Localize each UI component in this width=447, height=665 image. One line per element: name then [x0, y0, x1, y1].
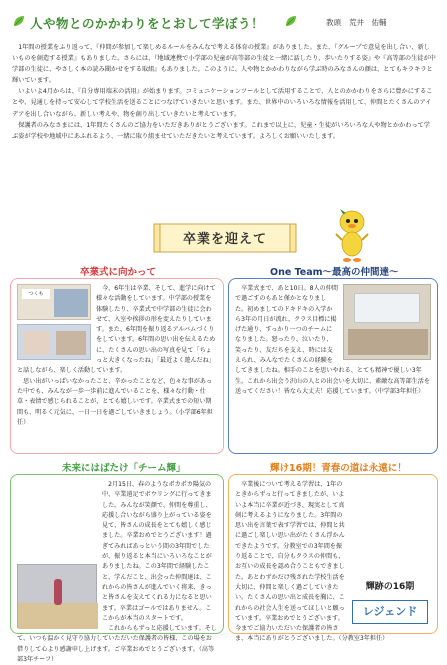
section-title-high-b: 輝け16期！青春の道は永遠に！ [270, 463, 407, 474]
intro-message [12, 42, 436, 142]
banner-title: 卒業を迎えて [182, 232, 267, 247]
badge-top-text: 輝跡の16期 [352, 576, 428, 598]
section-title-high-a: 未来にはばたけ「チーム輝」 [62, 463, 186, 474]
section-title-junior: One Team～最高の仲間達～ [270, 267, 399, 278]
photo-bowling [17, 564, 97, 628]
section-paragraph: 今、6年生は卒業、そして、進学に向けて様々な活動をしています。中学部の授業を体験したり、卒業式で中学部の生徒に会わせて、入室や挨拶の形を変えたりしています。また、6年間を振り返るアルバムづくりをしています。6年間の思い出を伝えるために、たくさんの思い出の写真を見て「ちょっと大きくなったね」「最近よく遊んだね」と話しながら、楽しく活動しています。 [17, 285, 216, 375]
section-box-high-a [10, 474, 224, 664]
badge-bottom-text: レジェンド [352, 600, 428, 624]
author-role: 教頭 [326, 18, 341, 27]
leaf-icon [284, 14, 298, 28]
section-paragraph: これからもずっと応援しています。そして、いつも温かく見守り協力していただいた保護者の皆様、この場をお借りして心より感謝申し上げます。ご卒業おめでとうございます。（高等部3年チーフ） [17, 625, 217, 664]
author-byline [326, 17, 395, 28]
author-name: 荒井 佑輔 [349, 18, 387, 27]
section-box-junior [228, 278, 438, 454]
duck-mascot-icon [330, 208, 374, 266]
intro-paragraph: いよいよ4月からは、『自分専用端末の活用』が始まります。コミュニケーションツールとして活用することで、人とのかかわりをさらに豊かにすることや、見通しを持って安心して学校生活を送ることにつなげていきたいと思います。また、世界中のいろいろな情報を活用して、仲間とたくさんのアイデアを出し合いながら、新しい考えや、物を創り出していきたいと考えています。 [12, 88, 433, 118]
photo-label: つくも [22, 289, 50, 299]
photo-junior [343, 284, 431, 360]
section-title-elementary: 卒業式に向かって [80, 267, 157, 278]
intro-paragraph: 保護者のみなさまには、1年間たくさんのご協力をいただきありがとうございます。これまで以上に、児童・生徒がいろいろな人や物とかかわって学ぶ姿が学校や地域中にあふれるよう、一緒に取り組ませていただきたいと考えています。よろしくお願いいたします。 [12, 121, 430, 140]
section-paragraph: 2月15日、春のようなポカポカ陽気の中、卒業遠足でボウリングに行ってきました。みんなが笑顔で、仲間を尊重し、応援し合いながら盛り上がっている姿を見て、皆さんの成長をとても嬉しく感じました。卒業おめでとうございます！過ぎてみればあっという間の3年間でしたが、振り返ると本当にいろいろなことがありましたね。この3年間で経験したこと、学んだこと、出会った仲間達は、これからの皆さんが進んでいく将来、きっと皆さんを支えてくれる力になると思います。卒業はゴールではありません。ここからが本当のスタートです。 [102, 481, 212, 622]
graduation-banner [150, 220, 300, 256]
section-paragraph: 思い出がいっぱいなかったこと、辛かったことなど、色々な事があった中でも、みんなが一歩一歩前に進んでいることを、様々な行動・仕草・表情で感じられることが、とても嬉しいです。卒業式までの短い期間も、明るく元気に、一日一日を過ごしていきましょう。（小学部6年担任） [17, 377, 213, 426]
legend-badge [352, 576, 428, 626]
page-title: 人や物とのかかわりをとおして学ぼう！ [30, 16, 265, 31]
page-header [8, 8, 439, 40]
section-paragraph: 卒業後について考える学習は、1年のときからずっと行ってきましたが、いよいよ本当に卒業が近づき、現実として真剣に考えるようになりました。3年間の思い出を言葉で表す学習では、仲間と共に過ごし楽しい思い出がたくさん浮かんできたようです。分教室での3年間を振り返ることで、自分もクラスの仲間も、お互いの成長を認め合うこともできました。あとわずかだけ残された学校生活を大切に、仲間と楽しく過ごしていきたい。たくさんの思い出と成長を胸に、これからの社会人生を送ってほしいと願っています。卒業おめでとうございます。今までご協力いただいた保護者の皆さま、本当にありがとうございました。（分教室3年担任） [235, 481, 389, 643]
section-paragraph: 卒業式まで、あと10日。8人の仲間で過ごすのもあと僅かとなりました。初めましてのドキドキの入学から3年の月日が流れ、クラス目標に掲げた通り、すっかり一つのチームになりました。怒ったり、泣いたり、笑ったり、友だちを支え、時には支えられ、みんなでたくさんの経験をしてきましたね。相手のことを思いやれる、とても精神で優しい3年生。これから出会う沢山の人との出会いを大切に、素敵な高等部生活を送ってください！皆なら大丈夫！応援しています。（中学部3年担任） [235, 285, 430, 395]
section-box-elementary [10, 278, 224, 454]
intro-paragraph: 1年間の授業をふり返って、『仲間が参加して楽しめるルールをみんなで考える体育の授業』がありました。また、『グループで意見を出し合い、新しいものを創造する授業』もありました。さらには、『地域連携で小学部の児童が高等部の生徒と一緒に話したり、歩いたりする姿』や『高等部の生徒が中学部の生徒に、やさしく本の読み聞かせをする取組』もありました。このように、人や物とかかわりながら学ぶ時のみなさんの顔は、とてもキラキラと輝いています。 [12, 44, 436, 85]
leaf-icon [12, 14, 26, 28]
photo-elementary [17, 284, 91, 360]
